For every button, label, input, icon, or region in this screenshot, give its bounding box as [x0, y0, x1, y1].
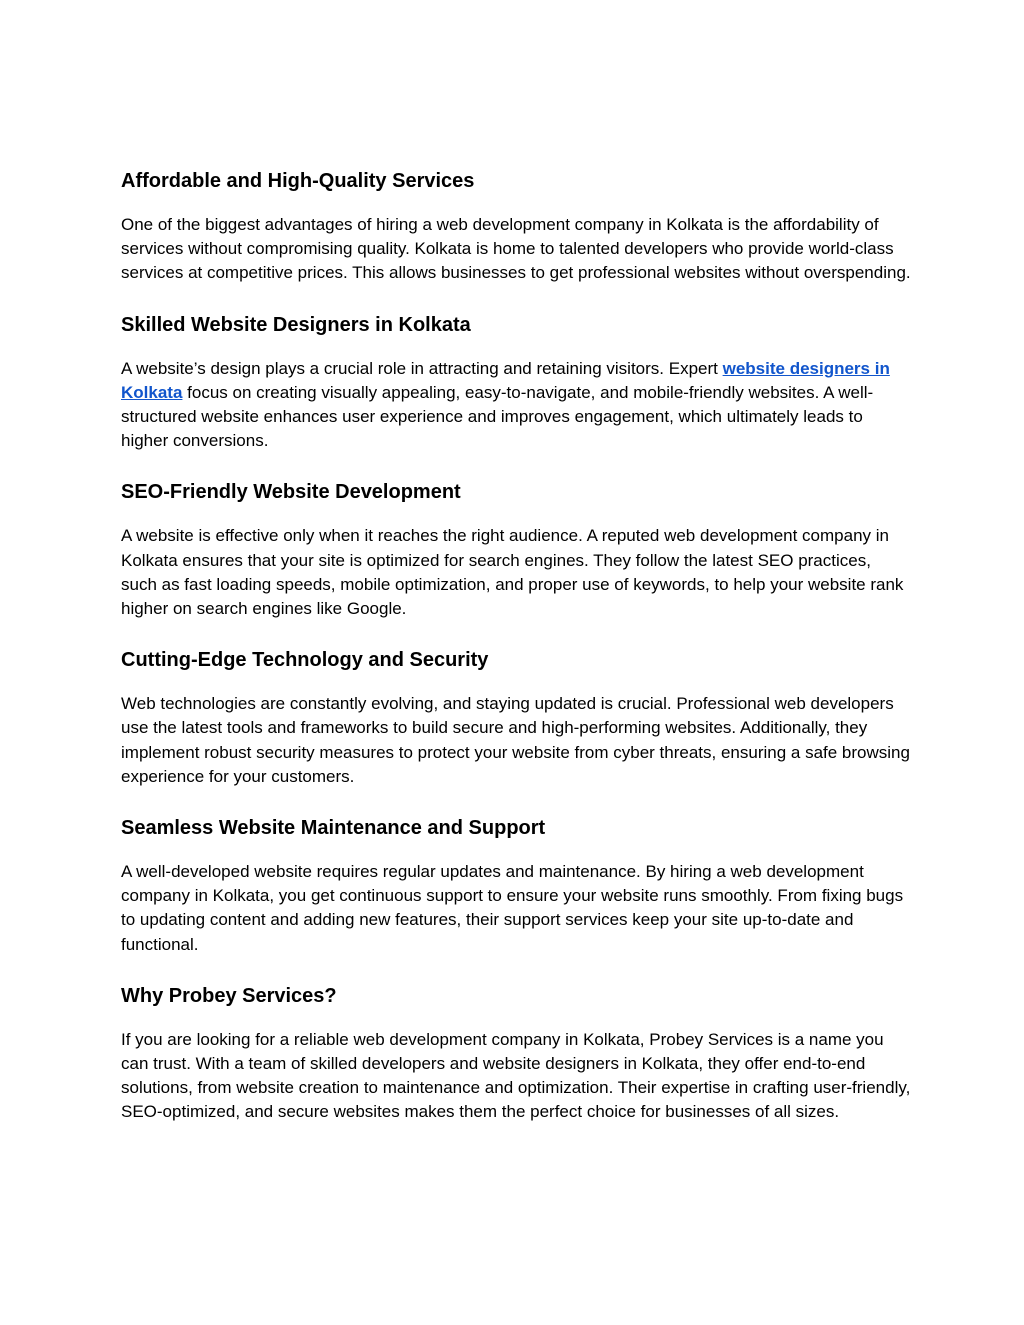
section-maintenance-support [121, 813, 911, 957]
section-paragraph [121, 357, 911, 454]
document-page [121, 166, 911, 1149]
section-paragraph: A well-developed website requires regular updates and maintenance. By hiring a web development company in Kolkata, you get continuous support to ensure your website runs smoothly. From fixing bugs to updating content and adding new features, their support services keep your site up-to-date and functional. [121, 862, 904, 954]
section-heading: Affordable and High-Quality Services [121, 170, 475, 192]
section-paragraph: One of the biggest advantages of hiring a web development company in Kolkata is the affordability of services without compromising quality. Kolkata is home to talented developers who provide world-class services at competitive prices. This allows businesses to get professional websites without overspending. [121, 215, 911, 283]
section-heading: Why Probey Services? [121, 984, 337, 1007]
section-affordable-services [121, 166, 911, 286]
paragraph-text: A website’s design plays a crucial role in attracting and retaining visitors. Expert [121, 358, 723, 378]
paragraph-text: focus on creating visually appealing, easy-to-navigate, and mobile-friendly websites. A well-structured website enhances user experience and improves engagement, which ultimately leads to higher conversions. [121, 382, 874, 451]
section-paragraph: Web technologies are constantly evolving, and staying updated is crucial. Professional web developers use the latest tools and frameworks to build secure and high-performing websites. Additionally, they implement robust security measures to protect your website from cyber threats, ensuring a safe browsing experience for your customers. [121, 694, 910, 786]
section-paragraph: A website is effective only when it reaches the right audience. A reputed web development company in Kolkata ensures that your site is optimized for search engines. They follow the latest SEO practices, such as fast loading speeds, mobile optimization, and proper use of keywords, to help your website rank higher on search engines like Google. [121, 526, 904, 619]
section-heading: Skilled Website Designers in Kolkata [121, 313, 471, 336]
section-heading: SEO-Friendly Website Development [121, 481, 461, 504]
section-paragraph: If you are looking for a reliable web development company in Kolkata, Probey Services is a name you can trust. With a team of skilled developers and website designers in Kolkata, they offer end-to-end solutions, from website creation to maintenance and optimization. Their expertise in crafting user-friendly, SEO-optimized, and secure websites makes them the perfect choice for businesses of all sizes. [121, 1029, 911, 1122]
section-skilled-designers [121, 310, 911, 454]
section-technology-security [121, 645, 911, 789]
website-designers-link[interactable]: website designers in Kolkata [121, 358, 890, 402]
section-seo-friendly [121, 477, 911, 621]
section-why-probey [121, 981, 911, 1125]
section-heading: Seamless Website Maintenance and Support [121, 817, 546, 840]
section-heading: Cutting-Edge Technology and Security [121, 649, 489, 672]
